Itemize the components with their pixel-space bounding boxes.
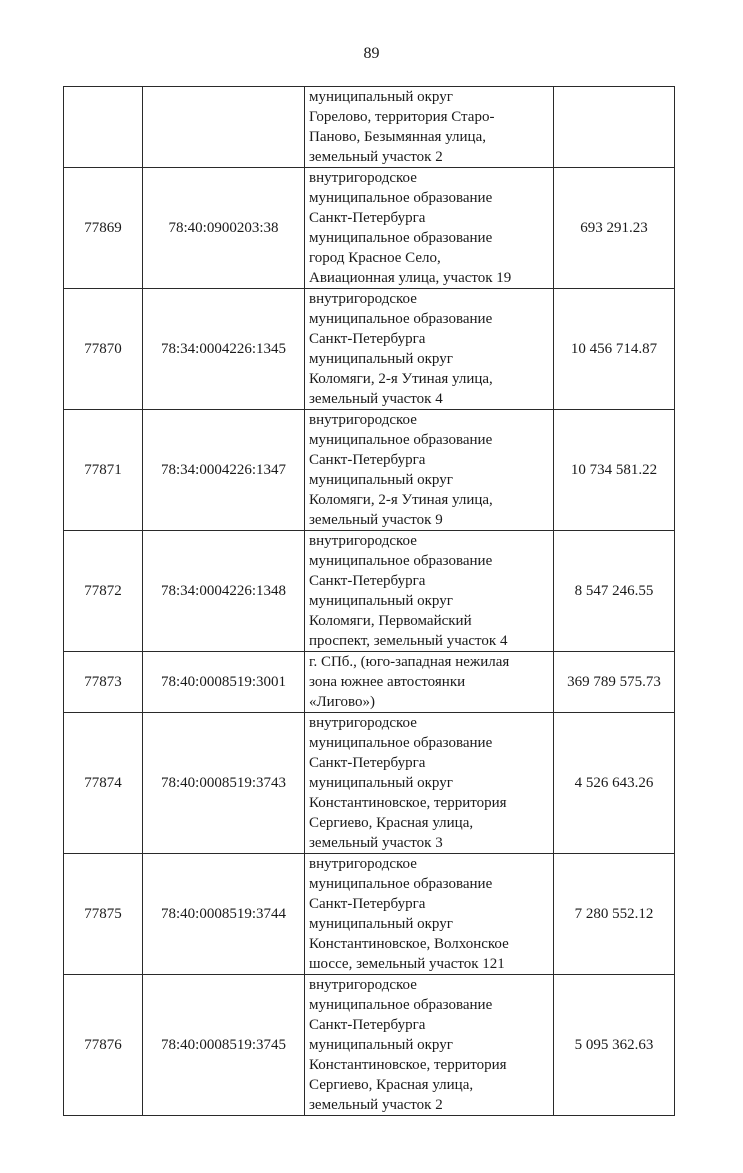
address-line: Санкт-Петербурга (309, 1017, 426, 1033)
cadastral-number-cell: 78:34:0004226:1347 (143, 410, 305, 531)
cadastral-value-cell: 693 291.23 (554, 168, 675, 289)
address-line: зона южнее автостоянки (309, 674, 466, 690)
row-number-cell (64, 87, 143, 168)
cadastral-number-cell: 78:40:0008519:3743 (143, 713, 305, 854)
address-line: муниципальное образование (309, 190, 493, 206)
address-cell (305, 410, 554, 531)
address-line: Паново, Безымянная улица, (309, 129, 486, 145)
address-cell (305, 854, 554, 975)
address-line: муниципальный округ (309, 351, 453, 367)
cadastral-value-cell (554, 87, 675, 168)
address-line: земельный участок 3 (309, 835, 443, 851)
cadastral-value-cell: 5 095 362.63 (554, 975, 675, 1116)
cadastral-number-cell: 78:34:0004226:1348 (143, 531, 305, 652)
table-row (64, 289, 675, 410)
row-number-cell: 77872 (64, 531, 143, 652)
table-row (64, 168, 675, 289)
address-line: Санкт-Петербурга (309, 755, 426, 771)
address-line: Горелово, территория Старо- (309, 109, 495, 125)
table-row (64, 410, 675, 531)
address-line: внутригородское (309, 715, 417, 731)
cadastral-number-cell: 78:40:0008519:3001 (143, 652, 305, 713)
address-line: внутригородское (309, 977, 417, 993)
address-line: Санкт-Петербурга (309, 210, 426, 226)
address-line: Авиационная улица, участок 19 (309, 270, 512, 286)
address-line: земельный участок 9 (309, 512, 443, 528)
address-line: Сергиево, Красная улица, (309, 815, 474, 831)
table-row (64, 652, 675, 713)
table-row (64, 87, 675, 168)
address-line: внутригородское (309, 533, 417, 549)
address-cell (305, 168, 554, 289)
cadastral-number-cell: 78:34:0004226:1345 (143, 289, 305, 410)
row-number-cell: 77870 (64, 289, 143, 410)
address-line: Санкт-Петербурга (309, 573, 426, 589)
address-line: Санкт-Петербурга (309, 896, 426, 912)
address-line: муниципальный округ (309, 1037, 453, 1053)
address-line: шоссе, земельный участок 121 (309, 956, 505, 972)
address-line: земельный участок 4 (309, 391, 443, 407)
address-line: муниципальный округ (309, 775, 453, 791)
address-line: проспект, земельный участок 4 (309, 633, 508, 649)
address-line: муниципальное образование (309, 553, 493, 569)
address-line: Коломяги, 2-я Утиная улица, (309, 371, 493, 387)
address-line: муниципальное образование (309, 735, 493, 751)
address-line: внутригородское (309, 856, 417, 872)
cadastral-value-cell: 10 456 714.87 (554, 289, 675, 410)
cadastral-number-cell: 78:40:0008519:3744 (143, 854, 305, 975)
row-number-cell: 77869 (64, 168, 143, 289)
cadastral-value-cell: 8 547 246.55 (554, 531, 675, 652)
address-cell (305, 975, 554, 1116)
address-line: Константиновское, территория (309, 795, 507, 811)
cadastral-value-cell: 10 734 581.22 (554, 410, 675, 531)
address-line: Санкт-Петербурга (309, 452, 426, 468)
address-line: Санкт-Петербурга (309, 331, 426, 347)
address-line: земельный участок 2 (309, 149, 443, 165)
cadastral-number-cell (143, 87, 305, 168)
address-line: город Красное Село, (309, 250, 441, 266)
address-line: Сергиево, Красная улица, (309, 1077, 474, 1093)
cadastral-number-cell: 78:40:0900203:38 (143, 168, 305, 289)
address-cell (305, 713, 554, 854)
address-line: муниципальное образование (309, 432, 493, 448)
table-row (64, 975, 675, 1116)
row-number-cell: 77875 (64, 854, 143, 975)
row-number-cell: 77873 (64, 652, 143, 713)
address-line: г. СПб., (юго-западная нежилая (309, 654, 510, 670)
address-line: муниципальное образование (309, 311, 493, 327)
registry-table-body (64, 87, 675, 1116)
address-line: земельный участок 2 (309, 1097, 443, 1113)
cadastral-value-cell: 4 526 643.26 (554, 713, 675, 854)
table-row (64, 531, 675, 652)
address-cell (305, 531, 554, 652)
table-row (64, 854, 675, 975)
address-line: Коломяги, Первомайский (309, 613, 472, 629)
address-cell (305, 652, 554, 713)
page-number: 89 (363, 45, 380, 62)
cadastral-value-cell: 7 280 552.12 (554, 854, 675, 975)
registry-table (63, 86, 675, 1116)
address-line: «Лигово») (309, 694, 375, 710)
row-number-cell: 77876 (64, 975, 143, 1116)
address-line: муниципальный округ (309, 593, 453, 609)
address-line: муниципальный округ (309, 472, 453, 488)
address-line: Константиновское, территория (309, 1057, 507, 1073)
address-line: муниципальный округ (309, 916, 453, 932)
address-cell (305, 87, 554, 168)
address-line: внутригородское (309, 291, 417, 307)
cadastral-number-cell: 78:40:0008519:3745 (143, 975, 305, 1116)
address-line: муниципальное образование (309, 997, 493, 1013)
address-line: муниципальный округ (309, 89, 453, 105)
address-cell (305, 289, 554, 410)
address-line: внутригородское (309, 170, 417, 186)
cadastral-value-cell: 369 789 575.73 (554, 652, 675, 713)
address-line: муниципальное образование (309, 230, 493, 246)
row-number-cell: 77874 (64, 713, 143, 854)
address-line: муниципальное образование (309, 876, 493, 892)
row-number-cell: 77871 (64, 410, 143, 531)
table-row (64, 713, 675, 854)
address-line: внутригородское (309, 412, 417, 428)
address-line: Константиновское, Волхонское (309, 936, 509, 952)
address-line: Коломяги, 2-я Утиная улица, (309, 492, 493, 508)
